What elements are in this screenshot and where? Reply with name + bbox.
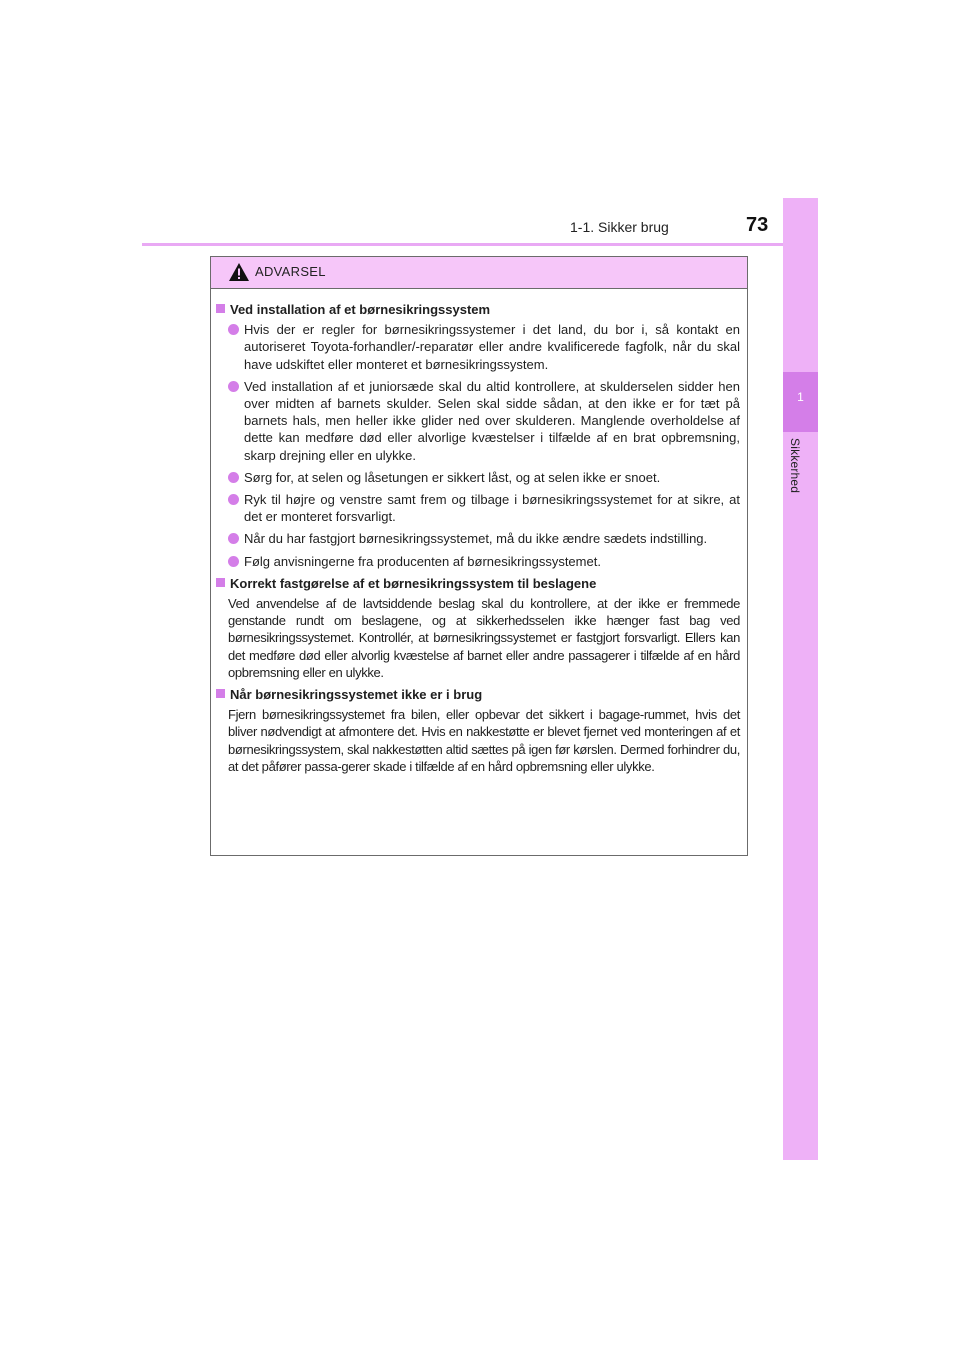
list-item: [228, 321, 740, 373]
warning-box: [210, 256, 748, 856]
section-paragraph: Ved anvendelse af de lavtsiddende beslag skal du kontrollere, at der ikke er fremmede genstande rundt om beslagene, og at sikkerhedsselen ikke hænger fast bag ved børnesikringssystemet. Kontrollér, at børnesikringssystemet er fastgjort forsvarligt. Ellers kan det medføre død eller alvorlig kvæstelse af barnet eller andre passagerer i tilfælde af en hård opbremsning eller en ulykke.: [228, 596, 740, 680]
bullet-dot-icon: [228, 494, 239, 505]
section-installation: [216, 301, 740, 570]
section-title: [216, 575, 740, 592]
bullet-dot-icon: [228, 472, 239, 483]
warning-title: ADVARSEL: [255, 264, 326, 279]
section-title-text: Ved installation af et børnesikringssystem: [230, 302, 491, 317]
warning-header: [211, 257, 747, 289]
list-item-text: Ryk til højre og venstre samt frem og tilbage i børnesikringssystemet for at sikre, at det er monteret forsvarligt.: [244, 492, 740, 525]
section-paragraph: Fjern børnesikringssystemet fra bilen, eller opbevar det sikkert i bagage-rummet, hvis det bliver nødvendigt at afmontere det. Hvis en nakkestøtte er blevet fjernet ved monteringen af et børnesikringssystem, skal nakkestøtten altid sættes på igen før kørslen. Dermed forhindrer du, at det påfører passa-gerer skade i tilfælde af en hård opbremsning eller ulykke.: [228, 707, 740, 774]
chapter-number: 1: [797, 390, 804, 404]
chapter-title: Sikkerhed: [788, 438, 802, 494]
section-title: [216, 301, 740, 318]
header-rule: [142, 243, 818, 246]
list-item: [228, 553, 740, 570]
running-header-section: 1-1. Sikker brug: [570, 219, 669, 235]
bullet-dot-icon: [228, 324, 239, 335]
list-item: [228, 469, 740, 486]
page-number: 73: [746, 214, 769, 236]
list-item-text: Hvis der er regler for børnesikringssystemer i det land, du bor i, så kontakt en autoriseret Toyota-forhandler/-reparatør eller andre kvalificerede fagfolk, når du skal have udskiftet eller monteret et børnesikringssystem.: [244, 322, 740, 372]
bullet-dot-icon: [228, 556, 239, 567]
section-not-in-use: [216, 686, 740, 775]
section-title-text: Korrekt fastgørelse af et børnesikringssystem til beslagene: [230, 575, 597, 591]
warning-triangle-icon: [228, 262, 250, 282]
square-bullet-icon: [216, 689, 225, 698]
list-item-text: Ved installation af et juniorsæde skal du altid kontrollere, at skulderselen sidder hen over midten af barnets skulder. Selen skal sidde sådan, at den ikke er for tæt på barnets hals, men heller ikke glider ned over skulderen. Manglende overholdelse af dette kan medføre død eller alvorlige kvæstelser i tilfælde af en brat opbremsning, skarp drejning eller en ulykke.: [244, 378, 740, 463]
bullet-dot-icon: [228, 381, 239, 392]
list-item: [228, 530, 740, 547]
square-bullet-icon: [216, 578, 225, 587]
list-item: [228, 378, 740, 464]
list-item-text: Når du har fastgjort børnesikringssystemet, må du ikke ændre sædets indstilling.: [244, 531, 708, 547]
square-bullet-icon: [216, 304, 225, 313]
bullet-dot-icon: [228, 533, 239, 544]
section-title: [216, 686, 740, 703]
section-anchorage: [216, 575, 740, 681]
warning-body: [211, 289, 747, 775]
chapter-side-tab: [783, 198, 818, 1160]
list-item-text: Sørg for, at selen og låsetungen er sikkert låst, og at selen ikke er snoet.: [244, 469, 661, 485]
section-title-text: Når børnesikringssystemet ikke er i brug: [230, 687, 483, 703]
list-item-text: Følg anvisningerne fra producenten af børnesikringssystemet.: [244, 553, 601, 569]
list-item: [228, 491, 740, 525]
